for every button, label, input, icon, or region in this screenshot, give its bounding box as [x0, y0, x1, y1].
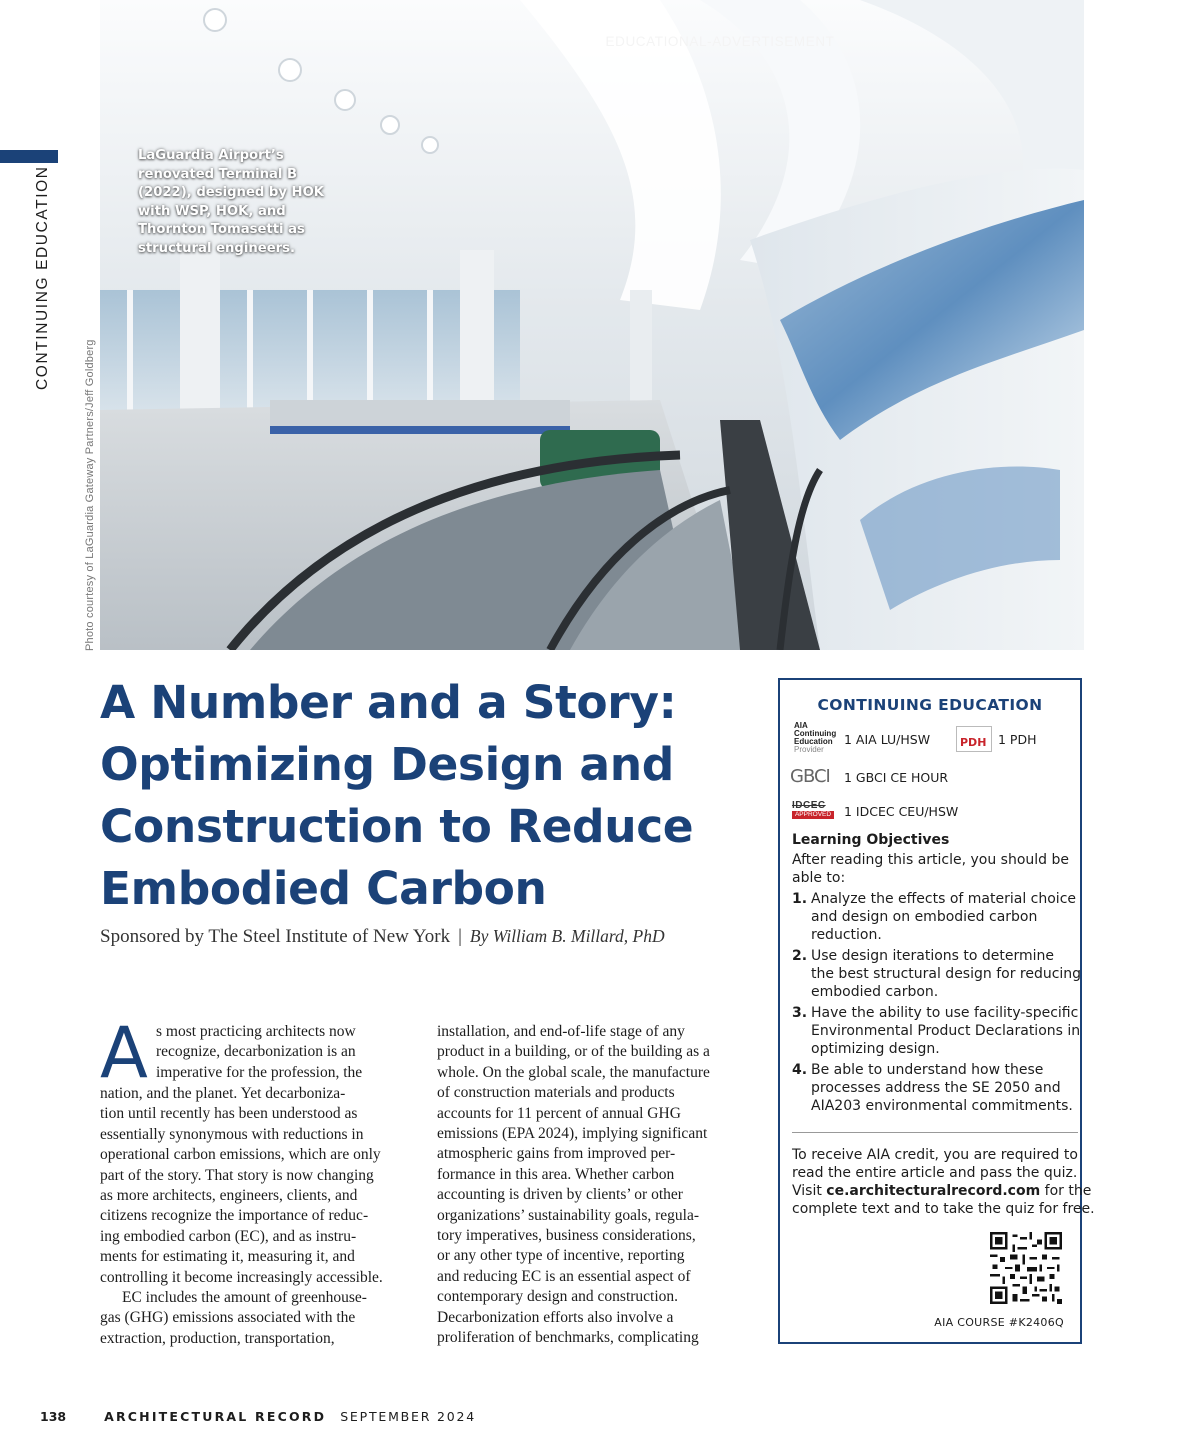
- ce-heading: CONTINUING EDUCATION: [817, 696, 1043, 714]
- body-line: of construction materials and products: [437, 1084, 675, 1102]
- aia-ces-logo: [794, 722, 840, 754]
- objective-number: 4.: [792, 1062, 808, 1078]
- body-line: ments for estimating it, measuring it, and: [100, 1248, 355, 1266]
- objective-text: [811, 890, 1078, 944]
- pdh-credit: 1 PDH: [998, 732, 1037, 747]
- body-line: organizations’ sustainability goals, regula-: [437, 1206, 700, 1224]
- body-line: extraction, production, transportation,: [100, 1329, 335, 1347]
- byline: [100, 926, 665, 948]
- objective-text: [811, 1061, 1078, 1115]
- logo-text: Education: [794, 737, 833, 746]
- ce-website-link[interactable]: ce.architecturalrecord.com: [826, 1183, 1041, 1199]
- advertisement-label: EDUCATIONAL-ADVERTISEMENT: [605, 34, 835, 49]
- objective-line: reduction.: [811, 927, 882, 943]
- body-line: operational carbon emissions, which are only: [100, 1146, 381, 1164]
- objective-line: Environmental Product Declarations in: [811, 1023, 1081, 1039]
- page-footer: [40, 1409, 476, 1424]
- objective-item: [792, 1061, 1078, 1115]
- note-line: complete text and to take the quiz for free.: [792, 1201, 1095, 1217]
- body-paragraph: [100, 1012, 400, 1288]
- title-line: Construction to Reduce: [100, 800, 694, 853]
- objective-line: embodied carbon.: [811, 984, 939, 1000]
- article-title: [100, 672, 740, 920]
- objective-line: AIA203 environmental commitments.: [811, 1098, 1073, 1114]
- hero-photo: [100, 0, 1084, 650]
- body-line: controlling it become increasingly accessible.: [100, 1268, 383, 1286]
- note-line: To receive AIA credit, you are required to: [792, 1147, 1078, 1163]
- aia-credit: 1 AIA LU/HSW: [844, 732, 931, 747]
- objective-line: Use design iterations to determine: [811, 948, 1055, 964]
- drop-cap: A: [100, 1012, 148, 1094]
- objective-item: [792, 890, 1078, 944]
- aia-credit-note: [792, 1146, 1095, 1218]
- logo-text: PDH: [960, 736, 987, 749]
- body-line: nation, and the planet. Yet decarboniza-: [100, 1085, 346, 1102]
- objective-line: and design on embodied carbon: [811, 909, 1038, 925]
- objective-line: Be able to understand how these: [811, 1062, 1044, 1078]
- author: By William B. Millard, PhD: [469, 926, 665, 946]
- body-line: product in a building, or of the building as a: [437, 1043, 710, 1061]
- divider: [792, 1132, 1078, 1133]
- logo-text: APPROVED: [792, 811, 834, 819]
- logo-text: Provider: [794, 745, 824, 754]
- body-line: or any other type of incentive, reporting: [437, 1247, 685, 1265]
- body-line: ing embodied carbon (EC), and as instru-: [100, 1227, 357, 1245]
- body-line: whole. On the global scale, the manufacture: [437, 1063, 710, 1081]
- title-line: Embodied Carbon: [100, 862, 547, 915]
- body-line: s most practicing architects now: [156, 1023, 356, 1040]
- learning-objectives-title: Learning Objectives: [792, 832, 950, 848]
- body-line: accounting is driven by clients’ or other: [437, 1186, 683, 1204]
- note-after-url: for the: [1040, 1183, 1092, 1199]
- body-line: recognize, decarbonization is an: [156, 1043, 356, 1061]
- objective-line: Analyze the effects of material choice: [811, 891, 1077, 907]
- body-line: contemporary design and construction.: [437, 1288, 679, 1306]
- pdh-logo: [956, 726, 992, 752]
- body-line: and reducing EC is an essential aspect of: [437, 1267, 691, 1285]
- objective-line: processes address the SE 2050 and: [811, 1080, 1061, 1096]
- magazine-name: ARCHITECTURAL RECORD: [104, 1409, 327, 1424]
- objective-item: [792, 1004, 1081, 1058]
- objective-item: [792, 947, 1082, 1001]
- title-line: Optimizing Design and: [100, 738, 674, 791]
- body-column-2: [437, 1022, 742, 1349]
- page-number: 138: [40, 1409, 67, 1424]
- section-label: CONTINUING EDUCATION: [34, 165, 51, 390]
- body-line: imperative for the profession, the: [156, 1063, 363, 1081]
- logo-text: Continuing: [794, 729, 837, 738]
- objective-number: 2.: [792, 948, 808, 964]
- body-line: part of the story. That story is now changing: [100, 1166, 374, 1184]
- note-line: read the entire article and pass the quiz.: [792, 1165, 1078, 1181]
- terminal-illustration: [100, 0, 1084, 650]
- body-column-1: [100, 1012, 400, 1349]
- byline-separator: |: [458, 926, 462, 947]
- body-line: citizens recognize the importance of reduc-: [100, 1207, 369, 1225]
- body-line: formance in this area. Whether carbon: [437, 1165, 675, 1183]
- logo-text: IDCEC: [792, 800, 826, 811]
- body-line: tory imperatives, business considerations,: [437, 1227, 696, 1245]
- gbci-logo: GBCI: [790, 766, 830, 787]
- body-line: EC includes the amount of greenhouse-: [122, 1289, 367, 1307]
- body-line: installation, and end-of-life stage of any: [437, 1023, 685, 1040]
- qr-code-icon[interactable]: [990, 1232, 1062, 1304]
- idcec-logo: [792, 800, 834, 820]
- body-line: accounts for 11 percent of annual GHG: [437, 1104, 681, 1122]
- body-line: proliferation of benchmarks, complicating: [437, 1329, 699, 1347]
- objective-line: Have the ability to use facility-specific: [811, 1005, 1079, 1021]
- logo-text: AIA: [794, 721, 808, 730]
- section-marker-bar: [0, 150, 58, 163]
- photo-credit: Photo courtesy of LaGuardia Gateway Partners/Jeff Goldberg: [84, 339, 96, 651]
- body-paragraph: [437, 1022, 742, 1349]
- continuing-education-box: [778, 678, 1095, 1344]
- learning-objectives-list: [792, 890, 1082, 1118]
- objective-text: [811, 1004, 1081, 1058]
- photo-caption: LaGuardia Airport’s renovated Terminal B (2022), designed by HOK with WSP, HOK, and Thornton Tomasetti as structural engineers.: [138, 148, 325, 256]
- note-visit: Visit: [792, 1183, 827, 1199]
- title-line: A Number and a Story:: [100, 676, 677, 729]
- body-line: as more architects, engineers, clients, and: [100, 1187, 358, 1205]
- objective-number: 1.: [792, 891, 808, 907]
- note-line: [792, 1182, 1092, 1200]
- gbci-credit: 1 GBCI CE HOUR: [844, 770, 949, 785]
- body-line: gas (GHG) emissions associated with the: [100, 1309, 356, 1327]
- sponsor: Sponsored by The Steel Institute of New York: [100, 926, 451, 947]
- body-line: Decarbonization efforts also involve a: [437, 1308, 674, 1326]
- body-line: tion until recently has been understood as: [100, 1105, 358, 1123]
- objective-text: [811, 947, 1082, 1001]
- idcec-credit: 1 IDCEC CEU/HSW: [844, 804, 959, 819]
- objective-number: 3.: [792, 1005, 808, 1021]
- objective-line: the best structural design for reducing: [811, 966, 1082, 982]
- objective-line: optimizing design.: [811, 1041, 940, 1057]
- course-number: AIA COURSE #K2406Q: [934, 1316, 1064, 1329]
- issue-date: SEPTEMBER 2024: [340, 1409, 477, 1424]
- body-line: emissions (EPA 2024), implying significant: [437, 1125, 708, 1143]
- body-line: atmospheric gains from improved per-: [437, 1145, 676, 1163]
- learning-objectives-intro: After reading this article, you should be able to:: [792, 852, 1070, 886]
- body-line: essentially synonymous with reductions in: [100, 1125, 364, 1143]
- body-paragraph: [100, 1288, 400, 1349]
